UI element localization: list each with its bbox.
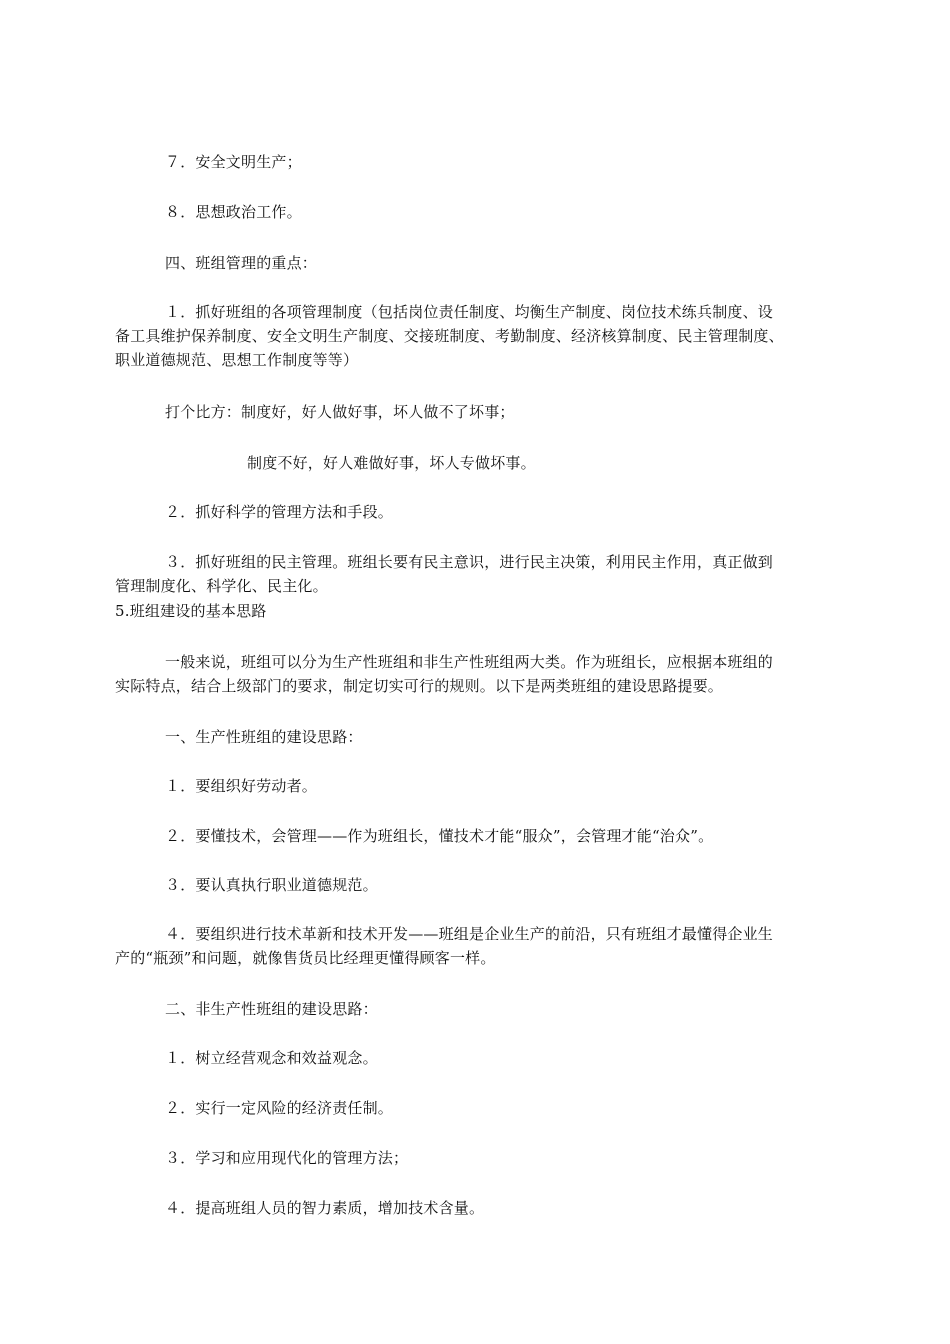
analogy-line-1: 打个比方：制度好，好人做好事，坏人做不了坏事； — [165, 403, 515, 421]
paragraph-line: 产的“瓶颈”和问题，就像售货员比经理更懂得顾客一样。 — [115, 949, 496, 967]
section-heading-4: 四、班组管理的重点： — [165, 254, 318, 272]
list-item-3: ３．学习和应用现代化的管理方法； — [165, 1149, 409, 1167]
list-item-4: ４．提高班组人员的智力素质，增加技术含量。 — [165, 1199, 485, 1217]
list-item-1: １．要组织好劳动者。 — [165, 777, 318, 795]
paragraph-line: １．抓好班组的各项管理制度（包括岗位责任制度、均衡生产制度、岗位技术练兵制度、设 — [165, 303, 774, 321]
subheading-production: 一、生产性班组的建设思路： — [165, 728, 363, 746]
subheading-non-production: 二、非生产性班组的建设思路： — [165, 1000, 378, 1018]
list-item-7: ７．安全文明生产； — [165, 153, 302, 171]
paragraph-management-systems — [115, 300, 784, 372]
list-item-1: １．树立经营观念和效益观念。 — [165, 1049, 378, 1067]
section-heading-5: 5.班组建设的基本思路 — [115, 602, 267, 620]
paragraph-line: 实际特点，结合上级部门的要求，制定切实可行的规则。以下是两类班组的建设思路提要。 — [115, 677, 724, 695]
paragraph-line: 备工具维护保养制度、安全文明生产制度、交接班制度、考勤制度、经济核算制度、民主管理制度、 — [115, 327, 784, 345]
list-item-3: ３．要认真执行职业道德规范。 — [165, 876, 378, 894]
list-item-2: ２．抓好科学的管理方法和手段。 — [165, 503, 394, 521]
paragraph-line: 职业道德规范、思想工作制度等等） — [115, 351, 359, 369]
paragraph-intro — [115, 650, 773, 698]
list-item-2: ２．要懂技术，会管理——作为班组长，懂技术才能“服众”，会管理才能“治众”。 — [165, 827, 714, 845]
analogy-line-2: 制度不好，好人难做好事，坏人专做坏事。 — [247, 454, 536, 472]
paragraph-line: 管理制度化、科学化、民主化。 — [115, 577, 328, 595]
list-item-8: ８．思想政治工作。 — [165, 203, 302, 221]
paragraph-line: ４．要组织进行技术革新和技术开发——班组是企业生产的前沿，只有班组才最懂得企业生 — [165, 925, 774, 943]
paragraph-line: ３．抓好班组的民主管理。班组长要有民主意识，进行民主决策，利用民主作用，真正做到 — [165, 553, 774, 571]
list-item-2: ２．实行一定风险的经济责任制。 — [165, 1099, 394, 1117]
paragraph-democratic-management — [115, 550, 773, 598]
paragraph-innovation — [115, 922, 773, 970]
paragraph-line: 一般来说，班组可以分为生产性班组和非生产性班组两大类。作为班组长，应根据本班组的 — [165, 653, 774, 671]
